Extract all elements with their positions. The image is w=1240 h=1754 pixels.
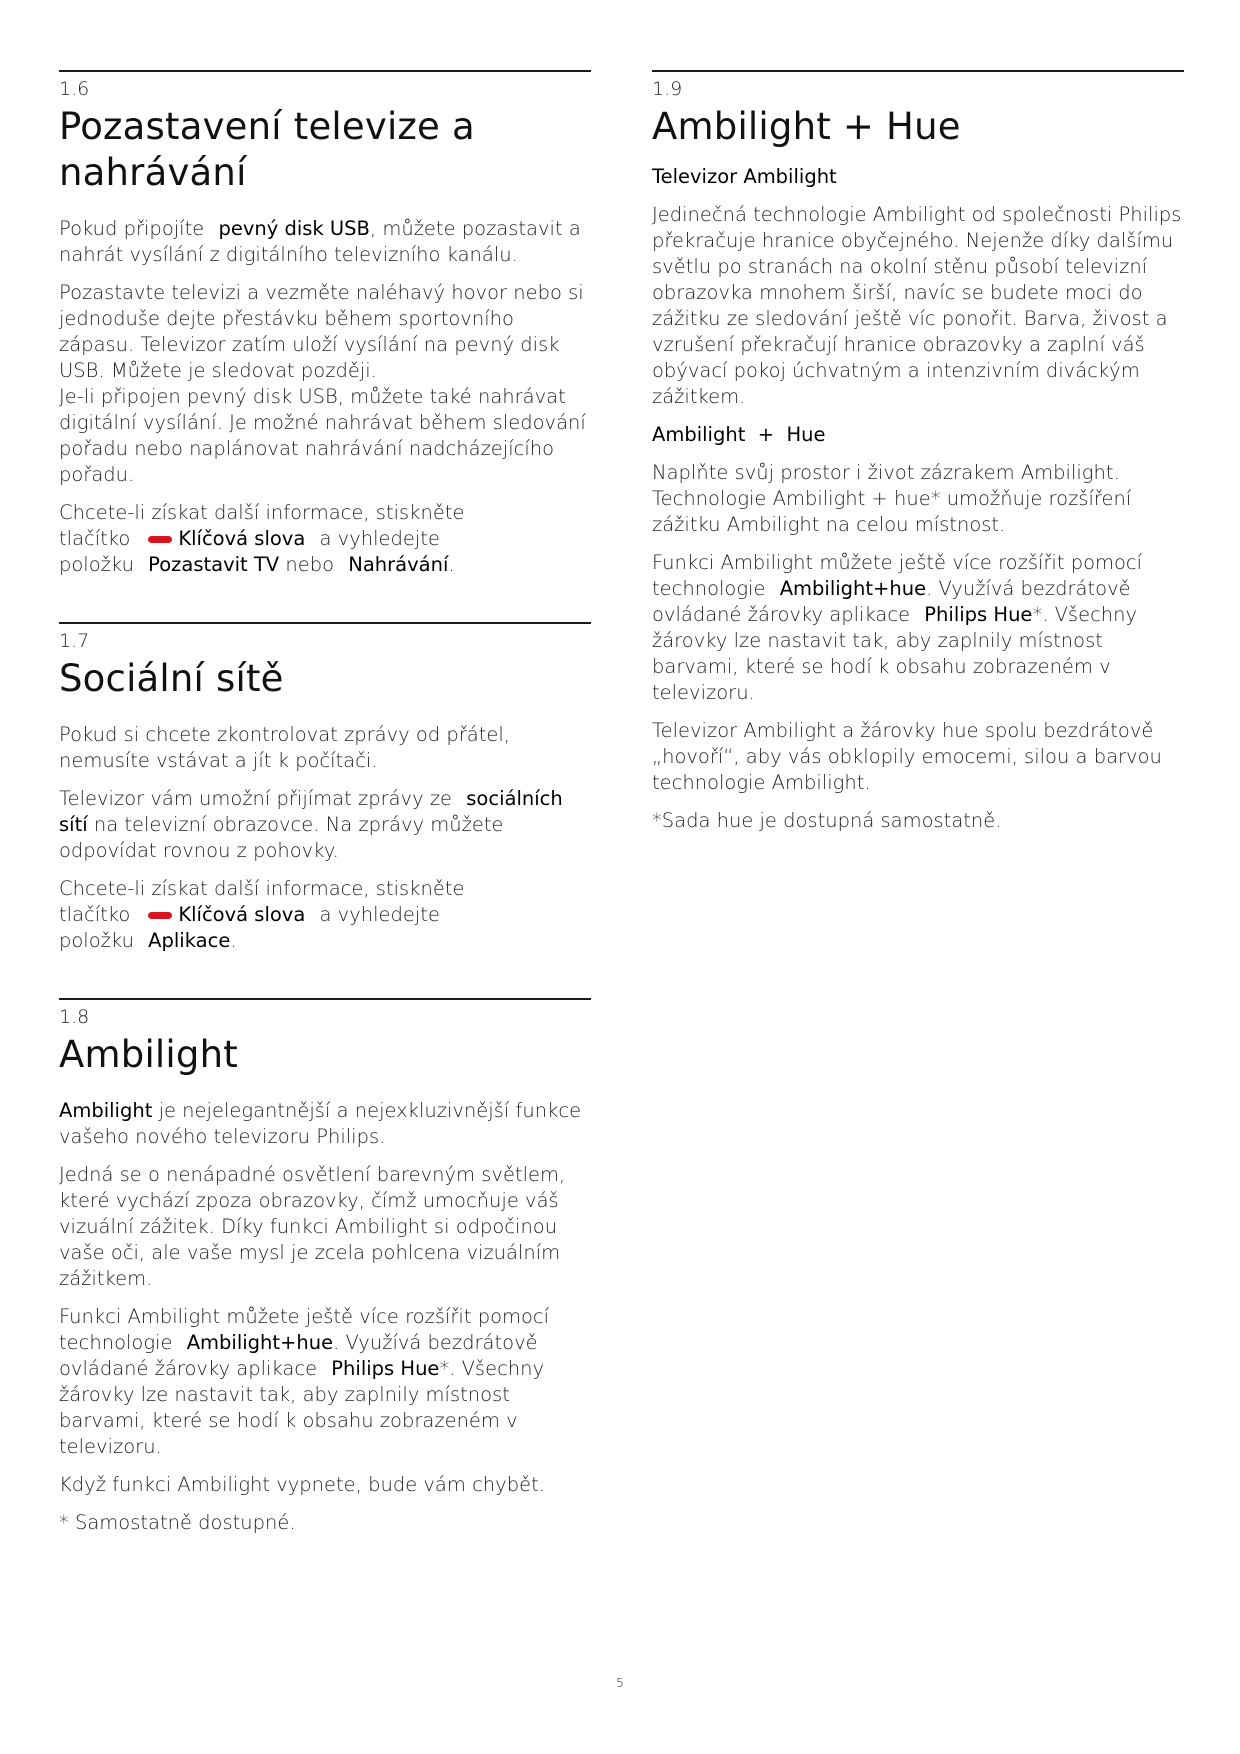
keyword: Philips Hue [331, 1357, 440, 1380]
keyword-usb-disk: pevný disk USB [218, 217, 370, 240]
section-number: 1.6 [59, 78, 90, 100]
red-key-icon [148, 536, 172, 543]
paragraph: Funkci Ambilight můžete ještě více rozšířit pomocí technologie Ambilight+hue. Využívá bezdrátově ovládané žárovky aplikace Philips Hue*. Všechny žárovky lze nastavit tak, aby zaplnily místnost barvami, které se hodí k obsahu zobrazeném v televizoru. [59, 1305, 550, 1458]
subheading: Ambilight + Hue [652, 423, 826, 446]
keyword: Philips Hue [924, 603, 1033, 626]
section-1-7 [59, 622, 591, 954]
keyword-item: Pozastavit TV [148, 553, 280, 576]
red-key-icon [148, 912, 172, 919]
keyword-key: Klíčová slova [178, 903, 306, 926]
section-number: 1.9 [652, 78, 683, 100]
footnote: * Samostatně dostupné. [59, 1511, 296, 1534]
paragraph: Funkci Ambilight můžete ještě více rozšířit pomocí technologie Ambilight+hue. Využívá bezdrátově ovládané žárovky aplikace Philips Hue*. Všechny žárovky lze nastavit tak, aby zaplnily místnost barvami, které se hodí k obsahu zobrazeném v televizoru. [652, 551, 1143, 704]
paragraph: Jedinečná technologie Ambilight od společnosti Philips překračuje hranice obyčejného. Nejenže díky dalšímu světlu po stranách na okolní stěnu působí televizní obrazovka mnohem širší, navíc se budete moci do zážitku ze sledování ještě víc ponořit. Barva, živost a vzrušení překračují hranice obrazovky a zaplní váš obývací pokoj úchvatným a intenzivním diváckým zážitkem. [652, 203, 1182, 408]
section-number: 1.7 [59, 630, 90, 652]
keyword: Ambilight [59, 1099, 153, 1122]
paragraph: Televizor vám umožní přijímat zprávy ze sociálních sítí na televizní obrazovce. Na zprávy můžete odpovídat rovnou z pohovky. [59, 787, 563, 862]
paragraph: Pokud si chcete zkontrolovat zprávy od přátel, nemusíte vstávat a jít k počítači. [59, 723, 510, 772]
keyword-item: Aplikace [148, 929, 231, 952]
section-number: 1.8 [59, 1006, 90, 1028]
keyword-item: Nahrávání [348, 553, 449, 576]
section-title: Ambilight [59, 1033, 238, 1076]
paragraph-instructions: Chcete-li získat další informace, stiskněte tlačítko Klíčová slova a vyhledejte položku Aplikace. [59, 877, 465, 952]
paragraph-instructions: Chcete-li získat další informace, stiskněte tlačítko Klíčová slova a vyhledejte položku Pozastavit TV nebo Nahrávání. [59, 501, 465, 576]
section-1-6 [59, 70, 591, 578]
paragraph: Pozastavte televizi a vezměte naléhavý hovor nebo si jednoduše dejte přestávku během sportovního zápasu. Televizor zatím uloží vysílání na pevný disk USB. Můžete je sledovat později. Je-li připojen pevný disk USB, můžete také nahrávat digitální vysílání. Je možné nahrávat během sledování pořadu nebo naplánovat nahrávání nadcházejícího pořadu. [59, 281, 586, 486]
section-1-9 [652, 70, 1184, 834]
keyword: sítí [59, 813, 88, 836]
page-number: 5 [616, 1676, 624, 1690]
right-column [652, 70, 1184, 846]
keyword-key: Klíčová slova [178, 527, 306, 550]
paragraph: Ambilight je nejelegantnější a nejexkluzivnější funkce vašeho nového televizoru Philips. [59, 1099, 582, 1148]
paragraph: Naplňte svůj prostor i život zázrakem Ambilight. Technologie Ambilight + hue* umožňuje rozšíření zážitku Ambilight na celou místnost. [652, 461, 1132, 536]
subheading: Televizor Ambilight [652, 165, 837, 188]
keyword: Ambilight+hue [186, 1331, 334, 1354]
section-1-8 [59, 998, 591, 1536]
footnote: *Sada hue je dostupná samostatně. [652, 809, 1002, 832]
section-title: Sociální sítě [59, 657, 284, 700]
left-column [59, 70, 591, 1548]
paragraph: Jedná se o nenápadné osvětlení barevným světlem, které vychází zpoza obrazovky, čímž umocňuje váš vizuální zážitek. Díky funkci Ambilight si odpočinou vaše oči, ale vaše mysl je zcela pohlcena vizuálním zážitkem. [59, 1163, 566, 1290]
keyword: sociálních [466, 787, 563, 810]
section-title: Pozastavení televize a nahrávání [59, 105, 475, 194]
paragraph: Pokud připojíte pevný disk USB, můžete pozastavit a nahrát vysílání z digitálního televizního kanálu. [59, 217, 581, 266]
paragraph: Když funkci Ambilight vypnete, bude vám chybět. [59, 1473, 545, 1496]
section-title: Ambilight + Hue [652, 105, 961, 148]
paragraph: Televizor Ambilight a žárovky hue spolu bezdrátově „hovoří“, aby vás obklopily emocemi, silou a barvou technologie Ambilight. [652, 719, 1162, 794]
keyword: Ambilight+hue [779, 577, 927, 600]
